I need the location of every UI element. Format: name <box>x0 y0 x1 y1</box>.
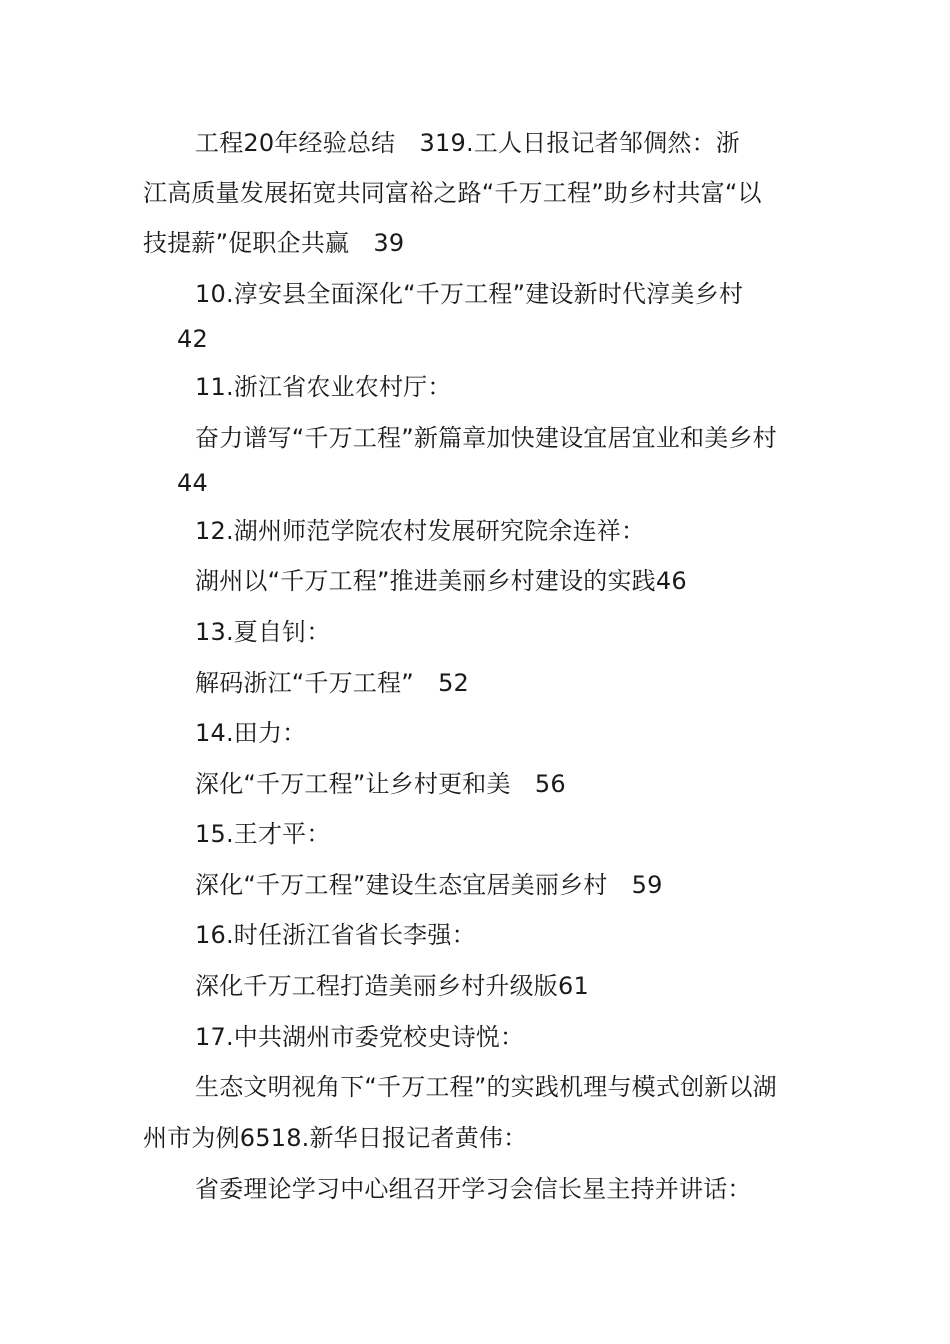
text-line: 省委理论学习中心组召开学习会信长星主持并讲话： <box>195 1175 752 1203</box>
text-line: 深化“千万工程”建设生态宜居美丽乡村 59 <box>195 871 663 899</box>
text-line: 16.时任浙江省省长李强： <box>195 921 476 949</box>
text-line: 10.淳安县全面深化“千万工程”建设新时代淳美乡村 <box>195 280 744 308</box>
text-line: 42 <box>177 325 208 353</box>
text-line: 州市为例6518.新华日报记者黄伟： <box>143 1124 528 1152</box>
text-line: 44 <box>177 469 208 497</box>
text-line: 11.浙江省农业农村厅： <box>195 373 452 401</box>
text-line: 14.田力： <box>195 719 307 747</box>
text-line: 工程20年经验总结 319.工人日报记者邹倜然：浙 <box>195 129 740 157</box>
text-line: 深化“千万工程”让乡村更和美 56 <box>195 770 566 798</box>
text-line: 技提薪”促职企共赢 39 <box>143 229 405 257</box>
text-line: 江高质量发展拓宽共同富裕之路“千万工程”助乡村共富“以 <box>143 179 762 207</box>
text-line: 解码浙江“千万工程” 52 <box>195 669 470 697</box>
text-line: 15.王才平： <box>195 820 331 848</box>
text-line: 生态文明视角下“千万工程”的实践机理与模式创新以湖 <box>195 1073 777 1101</box>
text-line: 12.湖州师范学院农村发展研究院余连祥： <box>195 517 646 545</box>
text-line: 17.中共湖州市委党校史诗悦： <box>195 1023 525 1051</box>
text-line: 湖州以“千万工程”推进美丽乡村建设的实践46 <box>195 567 687 595</box>
text-line: 13.夏自钊： <box>195 618 331 646</box>
text-line: 奋力谱写“千万工程”新篇章加快建设宜居宜业和美乡村 <box>195 424 777 452</box>
text-line: 深化千万工程打造美丽乡村升级版61 <box>195 972 589 1000</box>
